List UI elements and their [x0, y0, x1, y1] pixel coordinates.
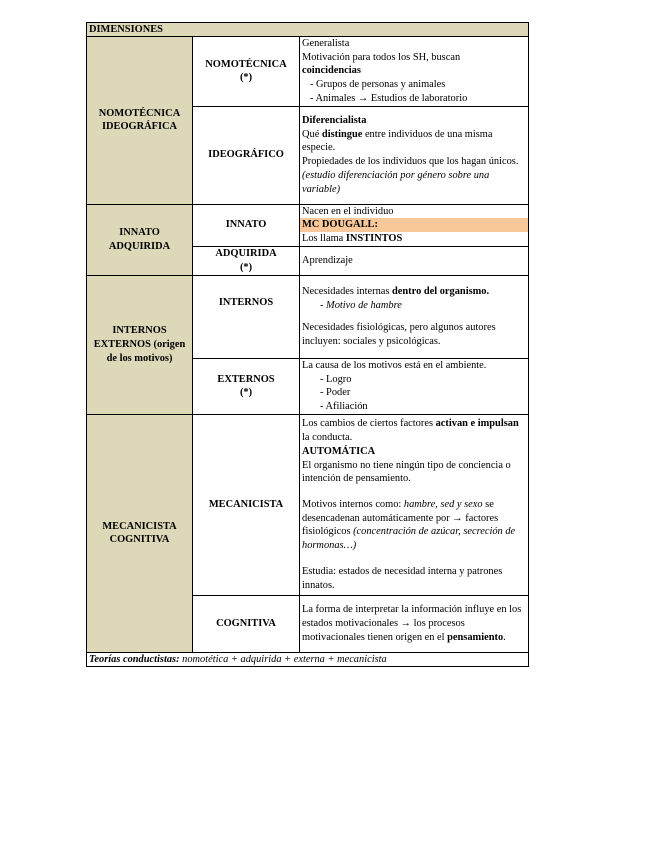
label-cognitiva: COGNITIVA — [193, 595, 300, 652]
externos-bullet-3: - Afiliación — [320, 401, 368, 413]
ideo-l2-bold: distingue — [321, 128, 363, 140]
ideo-l2-a: Qué — [302, 128, 322, 140]
meca-l4-c: se desencadenan automáticamente por → factores fisiológicos — [302, 499, 499, 538]
meca-l1-bold: activan e impulsan — [435, 418, 519, 430]
internos-gap — [302, 313, 526, 321]
meca-line-1 — [302, 417, 526, 444]
footer-text: nomotética + adquirida + externa + mecanicista — [179, 653, 387, 665]
internos-line-3: Necesidades fisiológicas, pero algunos autores incluyen: sociales y psicológicas. — [302, 321, 496, 347]
innato-l3-bold: INSTINTOS — [345, 233, 403, 245]
row-mecanicista — [87, 414, 529, 595]
label-adquirida — [193, 246, 300, 275]
ideo-line-1 — [302, 114, 526, 128]
innato-line-3 — [302, 232, 526, 246]
meca-l1-c: la conducta. — [302, 432, 353, 444]
innato-highlight: MC DOUGALL: — [299, 218, 528, 232]
desc-internos — [300, 275, 529, 358]
label-internos: INTERNOS — [193, 275, 300, 358]
ideo-line-4 — [302, 169, 526, 196]
footer-row — [87, 652, 529, 666]
externos-line-1: La causa de los motivos está en el ambiente. — [302, 359, 487, 371]
meca-l4-a: Motivos internos como: — [302, 499, 404, 510]
table-header: DIMENSIONES — [87, 23, 529, 37]
row-nomotecnica — [87, 37, 529, 107]
nomo-bullet-2: - Animales → Estudios de laboratorio — [310, 92, 468, 104]
row-internos — [87, 275, 529, 358]
group-internos-externos: INTERNOS EXTERNOS (origen de los motivos) — [87, 275, 193, 414]
nomo-bullet-1: - Grupos de personas y animales — [310, 79, 446, 91]
nomo-line-3 — [302, 64, 526, 78]
ideo-keyword: Diferencialista — [302, 114, 367, 126]
meca-line-2 — [302, 445, 526, 459]
desc-cognitiva — [300, 595, 529, 652]
label-ideografico: IDEOGRÁFICO — [193, 106, 300, 204]
cog-line-1 — [302, 603, 526, 644]
label-innato: INNATO — [193, 204, 300, 246]
nomo-keyword: coincidencias — [302, 65, 361, 77]
innato-line-1: Nacen en el individuo — [302, 205, 394, 217]
desc-mecanicista — [300, 414, 529, 595]
meca-line-4 — [302, 498, 526, 553]
group-nomotecnica-ideografica: NOMOTÉCNICA IDEOGRÁFICA — [87, 37, 193, 205]
desc-innato — [300, 204, 529, 246]
ideo-l2-c: entre individuos de una misma especie. — [302, 128, 493, 154]
label-nomotecnica-mark: (*) — [239, 72, 253, 84]
externos-bullet-2: - Poder — [320, 387, 351, 399]
label-nomotecnica — [193, 37, 300, 107]
meca-gap-2 — [302, 553, 526, 565]
meca-automatica: AUTOMÁTICA — [302, 445, 376, 457]
meca-l4-italic: hambre, sed y sexo — [403, 499, 483, 510]
cog-l2-bold: pensamiento — [447, 631, 504, 643]
dimensiones-table — [86, 22, 529, 667]
ideo-line-2 — [302, 128, 526, 155]
internos-bullet — [302, 299, 526, 313]
internos-line-1 — [302, 285, 526, 299]
label-externos — [193, 358, 300, 414]
label-adquirida-text: ADQUIRIDA — [215, 248, 277, 260]
meca-line-5: Estudia: estados de necesidad interna y patrones innatos. — [302, 565, 503, 591]
footer-cell — [87, 652, 529, 666]
label-externos-text: EXTERNOS — [217, 373, 275, 385]
meca-l1-a: Los cambios de ciertos factores — [302, 418, 436, 430]
innato-l3-a: Los llama — [302, 233, 346, 245]
internos-bullet-text: - Motivo de hambre — [320, 300, 402, 312]
group-innato-adquirida: INNATO ADQUIRIDA — [87, 204, 193, 275]
nomo-line-2: Motivación para todos los SH, buscan — [302, 51, 461, 63]
desc-externos — [300, 358, 529, 414]
internos-l1-a: Necesidades internas — [302, 286, 393, 298]
label-externos-mark: (*) — [239, 387, 253, 399]
label-nomotecnica-text: NOMOTÉCNICA — [205, 58, 287, 70]
cog-l3: . — [503, 631, 506, 643]
meca-l4-italic-2: (concentración de azúcar, secreción de hormonas…) — [302, 526, 516, 552]
desc-adquirida: Aprendizaje — [300, 246, 529, 275]
externos-bullet-1: - Logro — [320, 373, 352, 385]
label-adquirida-mark: (*) — [239, 261, 253, 273]
desc-nomotecnica — [300, 37, 529, 107]
header-row — [87, 23, 529, 37]
row-innato — [87, 204, 529, 246]
meca-line-3: El organismo no tiene ningún tipo de conciencia o intención de pensamiento. — [302, 459, 511, 485]
cog-l1: La forma de interpretar la información influye en los estados motivacionales → los procesos motivacionales tienen origen en el — [302, 604, 522, 643]
ideo-l4-italic: (estudio diferenciación por género sobre una variable) — [302, 169, 490, 195]
ideo-line-3: Propiedades de los individuos que los hagan únicos. — [302, 156, 519, 168]
meca-gap-1 — [302, 486, 526, 498]
footer-label: Teorías conductistas: — [89, 653, 180, 665]
group-mecanicista-cognitiva: MECANICISTA COGNITIVA — [87, 414, 193, 652]
internos-l1-bold: dentro del organismo. — [392, 286, 490, 298]
label-mecanicista: MECANICISTA — [193, 414, 300, 595]
desc-ideografico — [300, 106, 529, 204]
nomo-line-1: Generalista — [302, 38, 350, 49]
